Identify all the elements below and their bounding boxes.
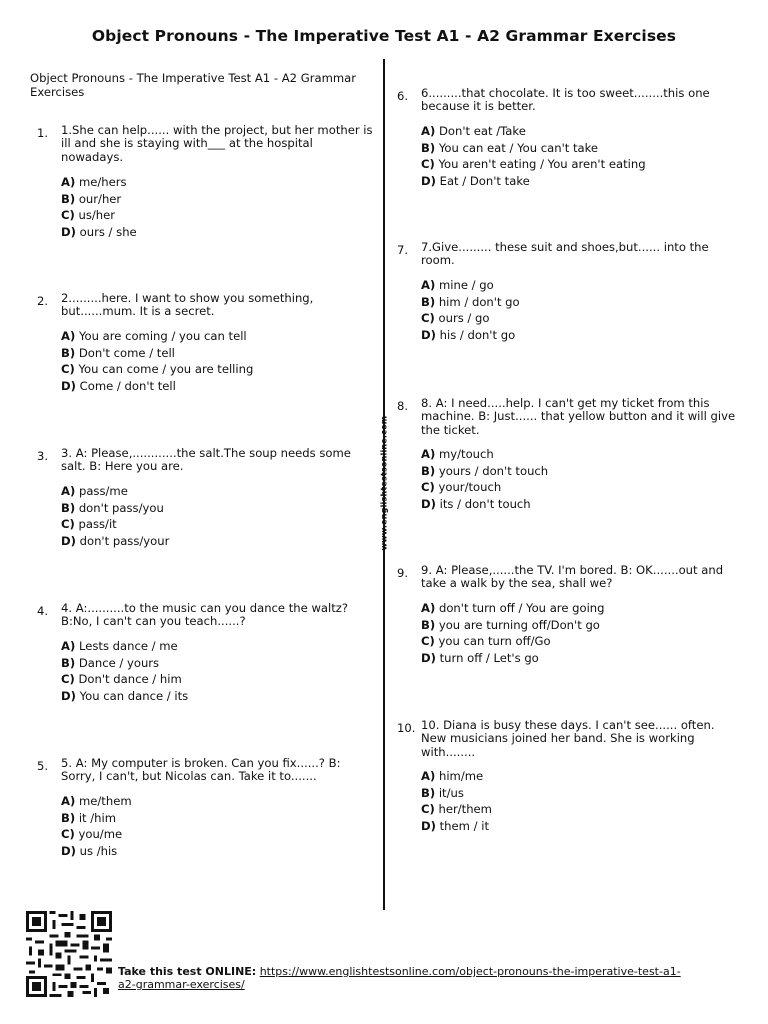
option-b: B) it/us — [421, 785, 464, 800]
question-number: 4. — [37, 604, 49, 618]
option-a: A) pass/me — [61, 484, 128, 498]
option-c: C) us/her — [61, 208, 116, 222]
option-d: D) us /his — [61, 843, 118, 858]
vertical-site-url: www.englishtestsonline.com — [379, 415, 389, 551]
option-d: D) his / don't go — [421, 327, 516, 342]
qr-code-icon — [24, 911, 114, 997]
question-number: 6. — [397, 89, 409, 103]
option-c: C) her/them — [421, 802, 492, 816]
option-b: B) him / don't go — [421, 294, 520, 309]
option-b: B) don't pass/you — [61, 500, 164, 515]
option-c: C) you/me — [61, 827, 123, 841]
page-title: Object Pronouns - The Imperative Test A1 - A2 Grammar Exercises — [91, 27, 677, 45]
option-d: D) turn off / Let's go — [421, 650, 539, 665]
option-d: D) Come / don't tell — [61, 378, 176, 393]
option-b: B) Dance / yours — [61, 655, 160, 670]
question-text: 9. A: Please,......the TV. I'm bored. B: OK.......out and take a walk by the sea, shall we? — [421, 563, 724, 591]
question-number: 10. — [397, 721, 416, 735]
question-text: 3. A: Please,............the salt.The soup needs some salt. B: Here you are. — [61, 446, 351, 474]
option-d: D) ours / she — [61, 224, 137, 239]
question-text: 5. A: My computer is broken. Can you fix......? B: Sorry, I can't, but Nicolas can. Take it to....... — [61, 756, 341, 784]
question-text: 7.Give......... these suit and shoes,but...... into the room. — [421, 240, 709, 268]
question-number: 2. — [37, 294, 49, 308]
option-b: B) our/her — [61, 191, 122, 206]
option-c: C) Don't dance / him — [61, 672, 182, 686]
option-c: C) You can come / you are telling — [61, 362, 254, 376]
question-text: 8. A: I need.....help. I can't get my ticket from this machine. B: Just...... that yellow button and it will give the ticket. — [421, 396, 736, 437]
question-text: 6.........that chocolate. It is too sweet........this one because it is better. — [421, 86, 710, 114]
option-c: C) You aren't eating / You aren't eating — [421, 157, 646, 171]
footer-label: Take this test ONLINE: — [118, 965, 257, 978]
option-d: D) You can dance / its — [61, 688, 189, 703]
question-text: 4. A:..........to the music can you dance the waltz? B:No, I can't can you teach......? — [61, 601, 349, 629]
option-c: C) ours / go — [421, 311, 490, 325]
question-number: 7. — [397, 243, 409, 257]
option-a: A) mine / go — [421, 278, 494, 292]
option-c: C) your/touch — [421, 480, 502, 494]
option-b: B) yours / don't touch — [421, 463, 549, 478]
option-a: A) me/hers — [61, 175, 127, 189]
footer — [118, 965, 698, 991]
question-text: 2.........here. I want to show you something, but......mum. It is a secret. — [61, 291, 314, 319]
subtitle: Object Pronouns - The Imperative Test A1 - A2 Grammar Exercises — [30, 71, 357, 99]
option-b: B) You can eat / You can't take — [421, 140, 599, 155]
option-a: A) Lests dance / me — [61, 639, 178, 653]
option-d: D) its / don't touch — [421, 496, 531, 511]
option-a: A) Don't eat /Take — [421, 124, 526, 138]
option-d: D) them / it — [421, 818, 489, 833]
option-b: B) Don't come / tell — [61, 345, 175, 360]
question-number: 8. — [397, 399, 409, 413]
option-d: D) don't pass/your — [61, 533, 170, 548]
test-online-link[interactable]: https://www.englishtestsonline.com/object-pronouns-the-imperative-test-a1-a2-grammar-exercises/ — [118, 965, 681, 991]
question-number: 9. — [397, 566, 409, 580]
question-text: 1.She can help...... with the project, but her mother is ill and she is staying with___ at the hospital nowadays. — [61, 123, 373, 164]
option-a: A) me/them — [61, 794, 132, 808]
option-a: A) him/me — [421, 769, 484, 783]
option-a: A) don't turn off / You are going — [421, 601, 605, 615]
option-a: A) my/touch — [421, 447, 494, 461]
question-number: 3. — [37, 449, 49, 463]
question-number: 5. — [37, 759, 49, 773]
option-b: B) you are turning off/Don't go — [421, 617, 600, 632]
option-a: A) You are coming / you can tell — [61, 329, 247, 343]
option-c: C) pass/it — [61, 517, 117, 531]
question-text: 10. Diana is busy these days. I can't see...... often. New musicians joined her band. She is working with........ — [421, 718, 715, 759]
option-b: B) it /him — [61, 810, 117, 825]
option-d: D) Eat / Don't take — [421, 173, 530, 188]
option-c: C) you can turn off/Go — [421, 634, 551, 648]
question-number: 1. — [37, 126, 49, 140]
